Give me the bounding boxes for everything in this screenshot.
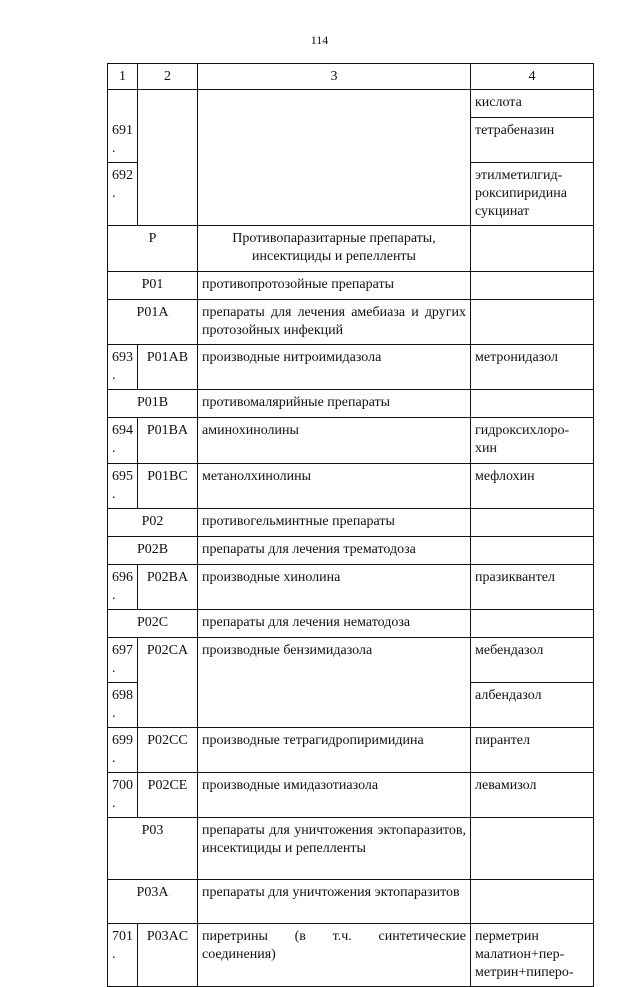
drug-name: албендазол [471,682,594,727]
group-description: противомалярийные препараты [198,389,471,417]
row-number: 692. [108,162,138,225]
atc-code: P03 [108,817,198,879]
table-row [108,817,594,879]
group-description: производные бензимидазола [198,637,471,727]
atc-code: P02CA [138,637,198,727]
table-row [108,299,594,344]
group-description: препараты для лечения нематодоза [198,609,471,637]
group-description: противогельминтные препараты [198,508,471,536]
drug-name [471,879,594,923]
table-row [108,90,594,118]
drug-name [471,508,594,536]
drug-name: мебендазол [471,637,594,682]
atc-code: P02CE [138,772,198,817]
row-number: 701. [108,923,138,986]
group-description: препараты для уничтожения эктопаразитов [198,879,471,923]
group-description: производные тетрагидропиримидина [198,727,471,772]
table-row [108,536,594,564]
row-number: 695. [108,463,138,508]
table-row [108,389,594,417]
drug-table [107,63,594,987]
drug-name [471,271,594,299]
table-row [108,508,594,536]
group-description: препараты для лечения амебиаза и других протозойных инфекций [198,299,471,344]
group-description: противопротозойные препараты [198,271,471,299]
drug-name: гидроксихлоро-хин [471,417,594,463]
drug-name: метронидазол [471,344,594,389]
drug-name: этилметилгид-роксипиридина сукцинат [471,162,594,225]
table-row [108,609,594,637]
row-number [108,90,138,118]
table-row [108,417,594,463]
atc-code: P02 [108,508,198,536]
row-number: 698. [108,682,138,727]
drug-name [471,299,594,344]
group-description: производные нитроимидазола [198,344,471,389]
atc-code: P01BA [138,417,198,463]
row-number: 697. [108,637,138,682]
drug-name: левамизол [471,772,594,817]
drug-name: перметрин малатион+пер-метрин+пиперо- [471,923,594,986]
atc-code: P01A [108,299,198,344]
drug-name: тетрабеназин [471,118,594,163]
header-cell-3: 3 [198,64,471,90]
table-row [108,772,594,817]
header-cell-2: 2 [138,64,198,90]
drug-name [471,536,594,564]
table-row [108,271,594,299]
table-row [108,923,594,986]
row-number: 696. [108,564,138,609]
drug-name [471,609,594,637]
atc-code: P01AB [138,344,198,389]
atc-code: P02B [108,536,198,564]
group-description: метанолхинолины [198,463,471,508]
table-row [108,463,594,508]
table-row [108,225,594,271]
atc-code: P [108,225,198,271]
atc-code: P02CC [138,727,198,772]
atc-code: P01B [108,389,198,417]
table-row [108,344,594,389]
group-description: производные хинолина [198,564,471,609]
table-row [108,564,594,609]
atc-code: P02C [108,609,198,637]
atc-code: P02BA [138,564,198,609]
table-row [108,879,594,923]
row-number: 691. [108,118,138,163]
group-description: препараты для уничтожения эктопаразитов, инсектициды и репелленты [198,817,471,879]
page-number: 114 [310,33,329,47]
drug-name: мефлохин [471,463,594,508]
drug-name: празиквантел [471,564,594,609]
row-number: 699. [108,727,138,772]
group-description: аминохинолины [198,417,471,463]
group-description: производные имидазотиазола [198,772,471,817]
atc-code [138,90,198,226]
group-description: препараты для лечения трематодоза [198,536,471,564]
row-number: 694. [108,417,138,463]
table-row [108,637,594,682]
group-description [198,90,471,226]
drug-name [471,389,594,417]
drug-name: пирантел [471,727,594,772]
table-header-row [108,64,594,90]
atc-code: P03AC [138,923,198,986]
drug-name [471,817,594,879]
group-description: пиретрины (в т.ч. синтетические соединения) [198,923,471,986]
drug-name: кислота [471,90,594,118]
row-number: 700. [108,772,138,817]
header-cell-4: 4 [471,64,594,90]
atc-code: P03A [108,879,198,923]
atc-code: P01 [108,271,198,299]
row-number: 693. [108,344,138,389]
drug-name [471,225,594,271]
group-description: Противопаразитарные препараты, инсектициды и репелленты [198,225,471,271]
header-cell-1: 1 [108,64,138,90]
table-row [108,727,594,772]
atc-code: P01BC [138,463,198,508]
